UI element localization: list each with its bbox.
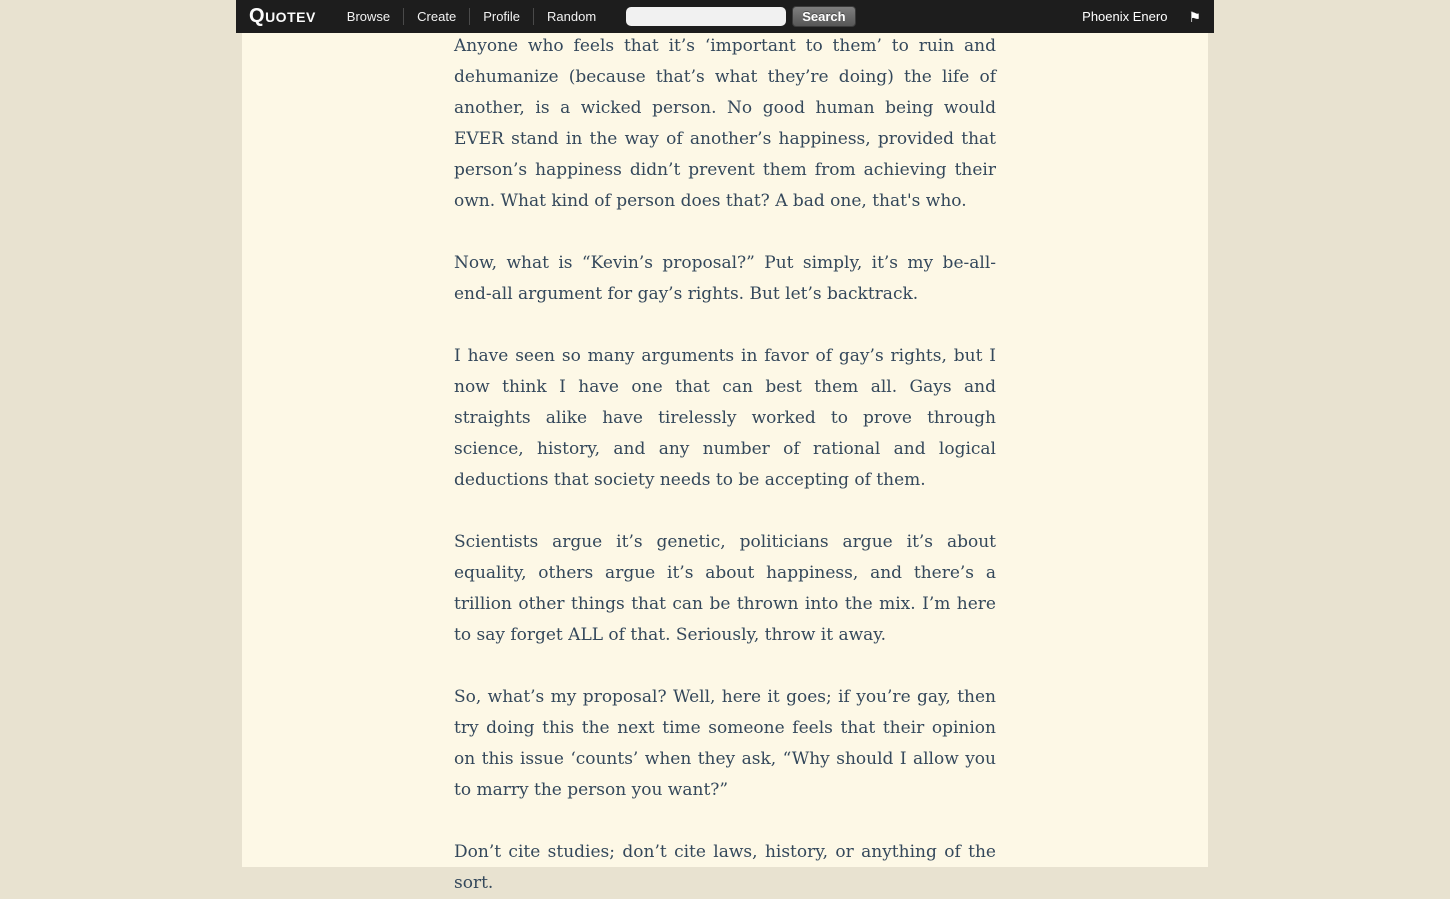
username-link[interactable]: Phoenix Enero (1082, 9, 1168, 24)
quotev-logo-q: Q (249, 5, 266, 27)
story-paragraph: So, what’s my proposal? Well, here it goes; if you’re gay, then try doing this the next time someone feels that their opinion on this issue ‘counts’ when they ask, “Why should I allow you to marry the person you want?” (454, 687, 996, 800)
nav-item-browse[interactable]: Browse (346, 9, 391, 24)
nav-menu (334, 0, 609, 33)
nav-item-random[interactable]: Random (547, 9, 597, 24)
top-nav (236, 0, 1214, 33)
search-area (626, 6, 855, 27)
search-button[interactable]: Search (792, 6, 855, 27)
story-paragraph: Anyone who feels that it’s ‘important to them’ to ruin and dehumanize (because that’s what they’re doing) the life of another, is a wicked person. No good human being would EVER stand in the way of another’s happiness, provided that person’s happiness didn’t prevent them from achieving their own. What kind of person does that? A bad one, that's who. (454, 36, 996, 211)
story-paragraph: Scientists argue it’s genetic, politicians argue it’s about equality, others argue it’s about happiness, and there’s a trillion other things that can be thrown into the mix. I’m here to say forget ALL of that. Seriously, throw it away. (454, 532, 996, 645)
story-paragraph: Now, what is “Kevin’s proposal?” Put simply, it’s my be-all-end-all argument for gay’s rights. But let’s backtrack. (454, 253, 996, 304)
nav-item-create[interactable]: Create (417, 9, 457, 24)
story-text (454, 0, 996, 899)
story-paragraph: Don’t cite studies; don’t cite laws, history, or anything of the sort. (454, 842, 996, 893)
story-paragraph: I have seen so many arguments in favor of gay’s rights, but I now think I have one that can best them all. Gays and straights alike have tirelessly worked to prove through science, history, and any number of rational and logical deductions that society needs to be accepting of them. (454, 346, 996, 490)
nav-right (1082, 9, 1214, 24)
content-column (242, 0, 1208, 893)
nav-item-profile[interactable]: Profile (483, 9, 521, 24)
search-input[interactable] (626, 7, 786, 26)
quotev-logo-rest: UOTEV (265, 9, 316, 25)
quotev-logo[interactable] (249, 5, 316, 28)
flag-icon[interactable]: ⚑ (1188, 8, 1201, 25)
